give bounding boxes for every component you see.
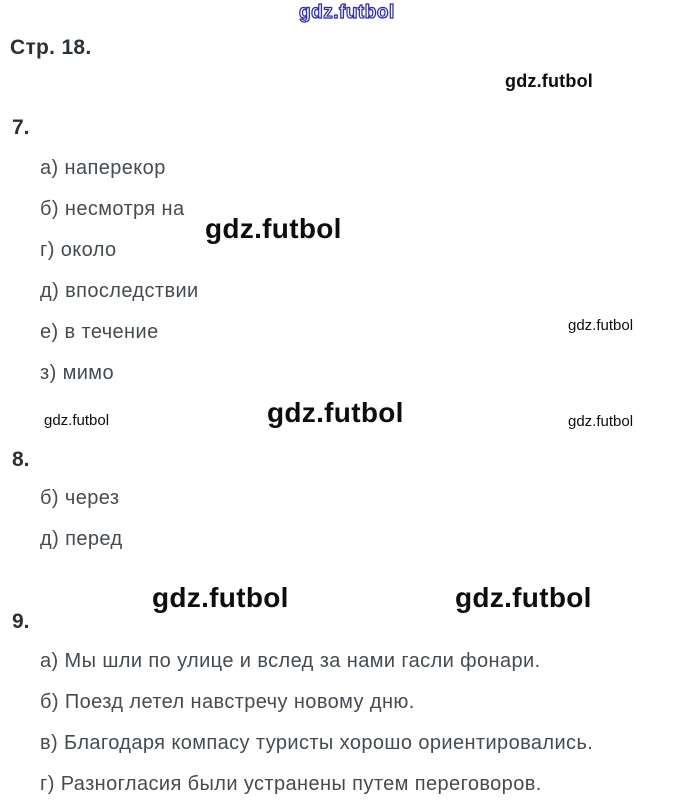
section-7-item-d: д) впоследствии xyxy=(40,280,199,302)
section-9-item-b: б) Поезд летел навстречу новому дню. xyxy=(40,691,415,713)
section-7-item-e: е) в течение xyxy=(40,321,159,343)
watermark-right-lower: gdz.futbol xyxy=(568,413,634,430)
section-9-item-g: г) Разногласия были устранены путем переговоров. xyxy=(40,773,542,795)
section-7-item-a: а) наперекор xyxy=(40,157,166,179)
watermark-big-1: gdz.futbol xyxy=(205,213,342,244)
page-title: Стр. 18. xyxy=(10,36,92,59)
watermark-right-top: gdz.futbol xyxy=(505,71,593,91)
section-9-item-a: а) Мы шли по улице и вслед за нами гасли фонари. xyxy=(40,650,541,672)
section-9-item-v: в) Благодаря компасу туристы хорошо ориентировались. xyxy=(40,732,594,754)
watermark-outline-top: gdz.futbol xyxy=(299,2,395,23)
watermark-big-3: gdz.futbol xyxy=(152,582,289,613)
section-8-item-d: д) перед xyxy=(40,528,123,550)
section-8-number: 8. xyxy=(12,448,30,471)
section-7-item-z: з) мимо xyxy=(40,362,114,384)
section-7-item-g: г) около xyxy=(40,239,117,261)
watermark-big-2: gdz.futbol xyxy=(267,397,404,428)
section-8-item-b: б) через xyxy=(40,487,120,509)
watermark-right-middle: gdz.futbol xyxy=(568,317,634,334)
watermark-big-4: gdz.futbol xyxy=(455,582,592,613)
section-7-number: 7. xyxy=(12,116,30,139)
section-9-number: 9. xyxy=(12,610,30,633)
watermark-small-left: gdz.futbol xyxy=(44,412,110,429)
section-7-item-b: б) несмотря на xyxy=(40,198,185,220)
